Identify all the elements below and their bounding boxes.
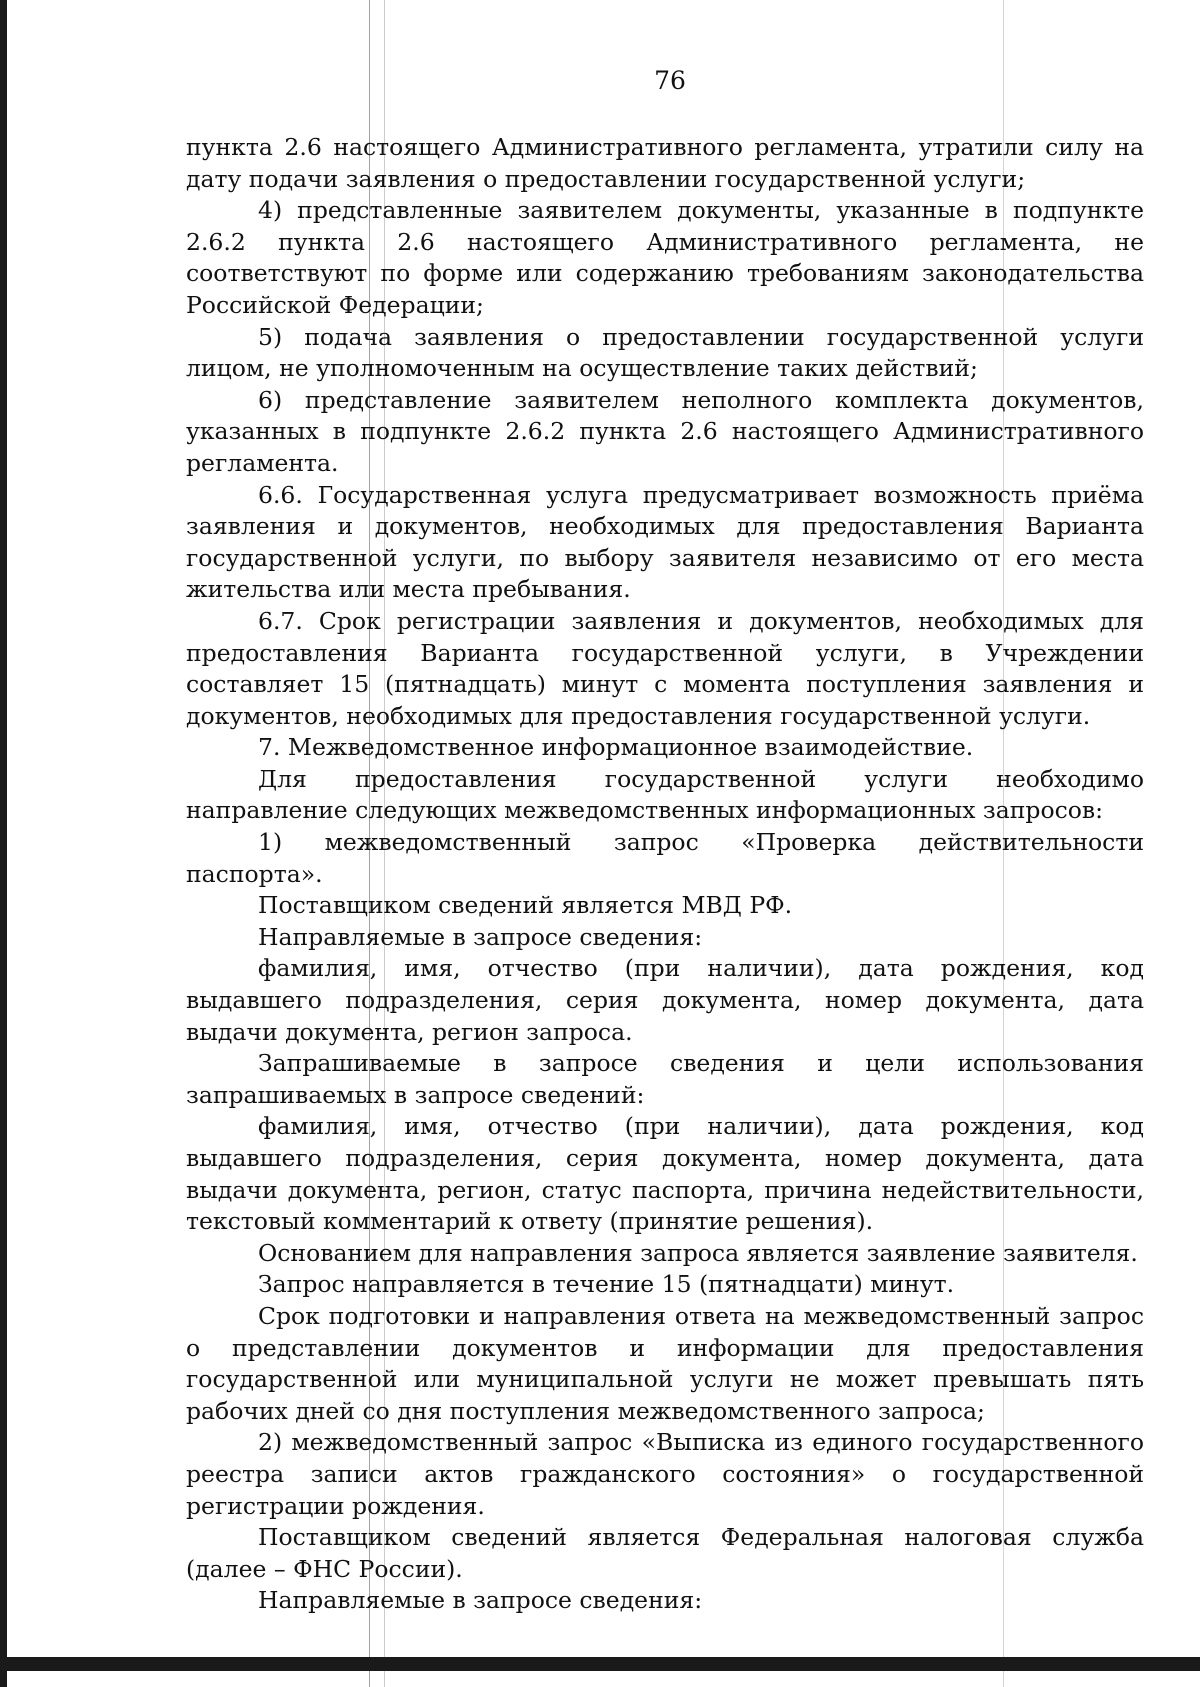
paragraph: пункта 2.6 настоящего Административного регламента, утратили силу на дату подачи заявления о предоставлении государственной услуги; <box>186 133 1144 193</box>
paragraph: Основанием для направления запроса является заявление заявителя. <box>258 1238 1138 1267</box>
paragraph: 1) межведомственный запрос «Проверка действительности паспорта». <box>186 828 1144 888</box>
paragraph: Поставщиком сведений является МВД РФ. <box>258 891 793 920</box>
paragraph: 6.7. Срок регистрации заявления и документов, необходимых для предоставления Варианта государственной услуги, в Учреждении составляет 15 (пятнадцать) минут с момента поступления заявления и документов, необходимых для предоставления государственной услуги. <box>186 606 1144 730</box>
paragraph: Направляемые в запросе сведения: <box>258 1586 703 1615</box>
paragraph: Для предоставления государственной услуги необходимо направление следующих межведомственных информационных запросов: <box>186 764 1144 825</box>
paragraph: Срок подготовки и направления ответа на межведомственный запрос о представлении документов и информации для предоставления государственной или муниципальной услуги не может превышать пять рабочих дней со дня поступления межведомственного запроса; <box>186 1301 1144 1425</box>
paragraph: фамилия, имя, отчество (при наличии), дата рождения, код выдавшего подразделения, серия документа, номер документа, дата выдачи документа, регион, статус паспорта, причина недействительности, текстовый комментарий к ответу (принятие решения). <box>186 1112 1144 1236</box>
paragraph: 4) представленные заявителем документы, указанные в подпункте 2.6.2 пункта 2.6 настоящего Административного регламента, не соответствуют по форме или содержанию требованиям законодательства Российской Федерации; <box>186 196 1144 319</box>
page-number: 76 <box>654 66 686 95</box>
paragraph: Запрашиваемые в запросе сведения и цели использования запрашиваемых в запросе сведений: <box>186 1049 1144 1109</box>
paragraph: фамилия, имя, отчество (при наличии), дата рождения, код выдавшего подразделения, серия документа, номер документа, дата выдачи документа, регион запроса. <box>186 954 1144 1046</box>
scan-bottom-border <box>0 1657 1200 1671</box>
paragraph: Поставщиком сведений является Федеральная налоговая служба (далее – ФНС России). <box>186 1523 1144 1583</box>
paragraph: 6.6. Государственная услуга предусматривает возможность приёма заявления и документов, необходимых для предоставления Варианта государственной услуги, по выбору заявителя независимо от его места жительства или места пребывания. <box>186 480 1144 604</box>
document-body <box>186 132 1144 1617</box>
paragraph: Направляемые в запросе сведения: <box>258 922 703 951</box>
paragraph: 6) представление заявителем неполного комплекта документов, указанных в подпункте 2.6.2 пункта 2.6 настоящего Административного регламента. <box>186 385 1144 477</box>
section-heading: 7. Межведомственное информационное взаимодействие. <box>258 733 974 762</box>
paragraph: Запрос направляется в течение 15 (пятнадцати) минут. <box>258 1270 955 1299</box>
paragraph: 5) подача заявления о предоставлении государственной услуги лицом, не уполномоченным на осуществление таких действий; <box>186 322 1144 383</box>
scan-left-border <box>0 0 7 1687</box>
paragraph: 2) межведомственный запрос «Выписка из единого государственного реестра записи актов гражданского состояния» о государственной регистрации рождения. <box>186 1428 1144 1520</box>
